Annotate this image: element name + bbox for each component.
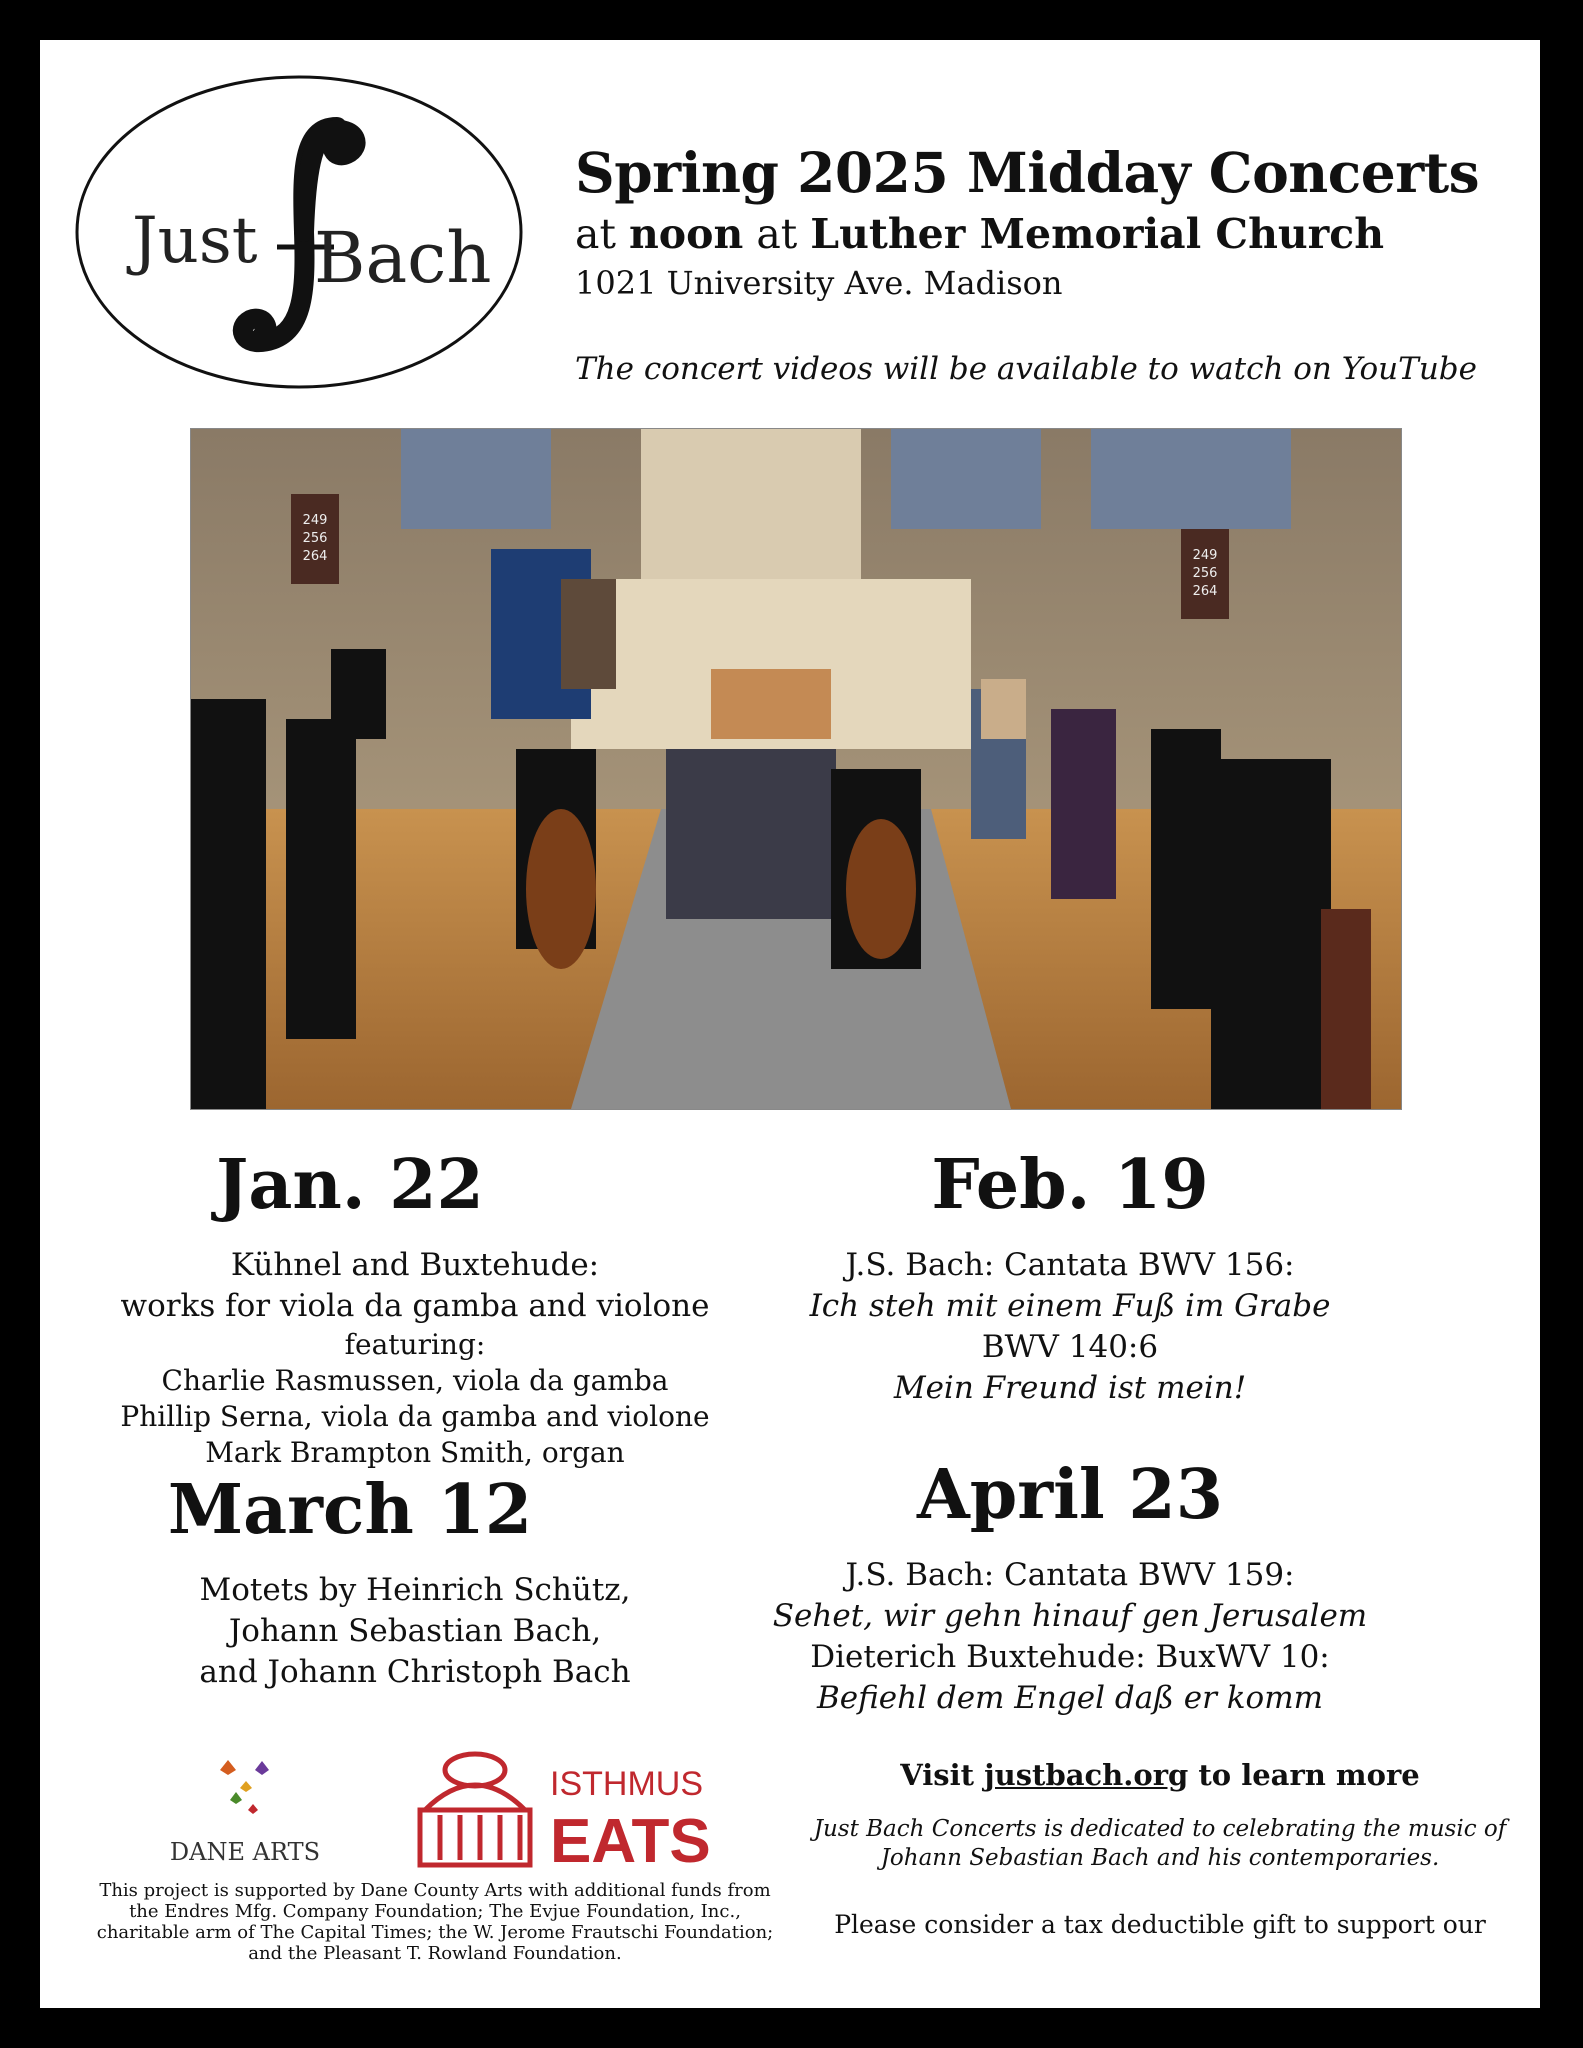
visit-website-line xyxy=(810,1758,1510,1792)
website-link[interactable]: justbach.org xyxy=(984,1758,1189,1792)
isthmus-eats-logo xyxy=(420,1754,711,1876)
concert-series-title: Spring 2025 Midday Concerts xyxy=(575,140,1480,205)
dane-arts-logo xyxy=(170,1760,320,1866)
sponsor-logos xyxy=(80,1740,800,1880)
event-date-jan: Jan. 22 xyxy=(216,1145,484,1225)
butterfly-icon-5 xyxy=(248,1804,258,1814)
march-line3: and Johann Christoph Bach xyxy=(199,1654,631,1690)
youtube-note: The concert videos will be available to watch on YouTube xyxy=(575,351,1477,387)
isthmus-text: ISTHMUS xyxy=(550,1765,703,1803)
feb-line3: BWV 140:6 xyxy=(981,1329,1159,1365)
butterfly-icon xyxy=(220,1760,236,1775)
venue-at: at xyxy=(575,210,616,258)
march-line1: Motets by Heinrich Schütz, xyxy=(199,1572,631,1608)
venue-at-2: at xyxy=(756,210,798,258)
flyer-page xyxy=(40,40,1540,2008)
hymn-board-right-2: 256 xyxy=(1192,566,1218,581)
hymn-board-left-3: 264 xyxy=(302,549,328,564)
eats-text: EATS xyxy=(550,1807,711,1876)
visit-suffix: to learn more xyxy=(1198,1758,1420,1792)
logo-word-bach: Bach xyxy=(314,217,492,299)
hymn-board-left-2: 256 xyxy=(302,531,328,546)
hymn-board-left-1: 249 xyxy=(302,513,328,528)
butterfly-icon-2 xyxy=(255,1761,269,1775)
event-date-march: March 12 xyxy=(167,1470,533,1550)
hymn-board-right-3: 264 xyxy=(1192,584,1218,599)
event-details-jan xyxy=(100,1245,730,1471)
butterfly-icon-4 xyxy=(240,1781,252,1792)
jan-line5: Phillip Serna, viola da gamba and violone xyxy=(120,1400,710,1433)
event-date-april: April 23 xyxy=(916,1455,1224,1535)
concert-time: noon xyxy=(628,210,744,258)
jan-line2: works for viola da gamba and violone xyxy=(120,1288,710,1324)
jan-line4: Charlie Rasmussen, viola da gamba xyxy=(161,1364,669,1397)
jan-line6: Mark Brampton Smith, organ xyxy=(205,1436,625,1469)
april-line2: Sehet, wir gehn hinauf gen Jerusalem xyxy=(772,1598,1368,1634)
feb-line1: J.S. Bach: Cantata BWV 156: xyxy=(845,1247,1295,1283)
logo-word-just: Just xyxy=(132,204,258,278)
event-details-march xyxy=(100,1570,730,1693)
march-line2: Johann Sebastian Bach, xyxy=(228,1613,602,1649)
april-line3: Dieterich Buxtehude: BuxWV 10: xyxy=(810,1639,1330,1675)
event-details-feb xyxy=(770,1245,1370,1409)
venue-address: 1021 University Ave. Madison xyxy=(575,264,1063,302)
event-details-april xyxy=(750,1555,1390,1719)
hymn-board-right-1: 249 xyxy=(1192,548,1218,563)
funding-acknowledgement: This project is supported by Dane County Arts with additional funds from the Endres Mfg. Company Foundation; The Evjue Foundation, Inc., charitable arm of The Capital Times; the W. Jerome Frautschi Foundation; and the Pleasant T. Rowland Foundation. xyxy=(96,1880,774,1964)
venue-line xyxy=(575,210,1384,258)
butterfly-icon-3 xyxy=(230,1792,242,1804)
visit-prefix: Visit xyxy=(900,1758,975,1792)
feb-line2: Ich steh mit einem Fuß im Grabe xyxy=(809,1288,1331,1324)
jan-line3: featuring: xyxy=(344,1328,486,1361)
dane-arts-text: DANE ARTS xyxy=(169,1838,321,1866)
jan-line1: Kühnel and Buxtehude: xyxy=(230,1247,600,1283)
april-line4: Befiehl dem Engel daß er komm xyxy=(816,1680,1324,1716)
mission-statement: Just Bach Concerts is dedicated to celebrating the music of Johann Sebastian Bach and his contemporaries. xyxy=(813,1816,1507,1871)
just-bach-logo xyxy=(72,72,526,392)
venue-name: Luther Memorial Church xyxy=(810,210,1385,258)
april-line1: J.S. Bach: Cantata BWV 159: xyxy=(845,1557,1295,1593)
event-date-feb: Feb. 19 xyxy=(931,1145,1209,1225)
donation-appeal: Please consider a tax deductible gift to support our xyxy=(834,1910,1486,1939)
chef-hat-icon xyxy=(420,1754,530,1865)
ensemble-photo xyxy=(190,428,1402,1110)
feb-line4: Mein Freund ist mein! xyxy=(893,1370,1247,1406)
